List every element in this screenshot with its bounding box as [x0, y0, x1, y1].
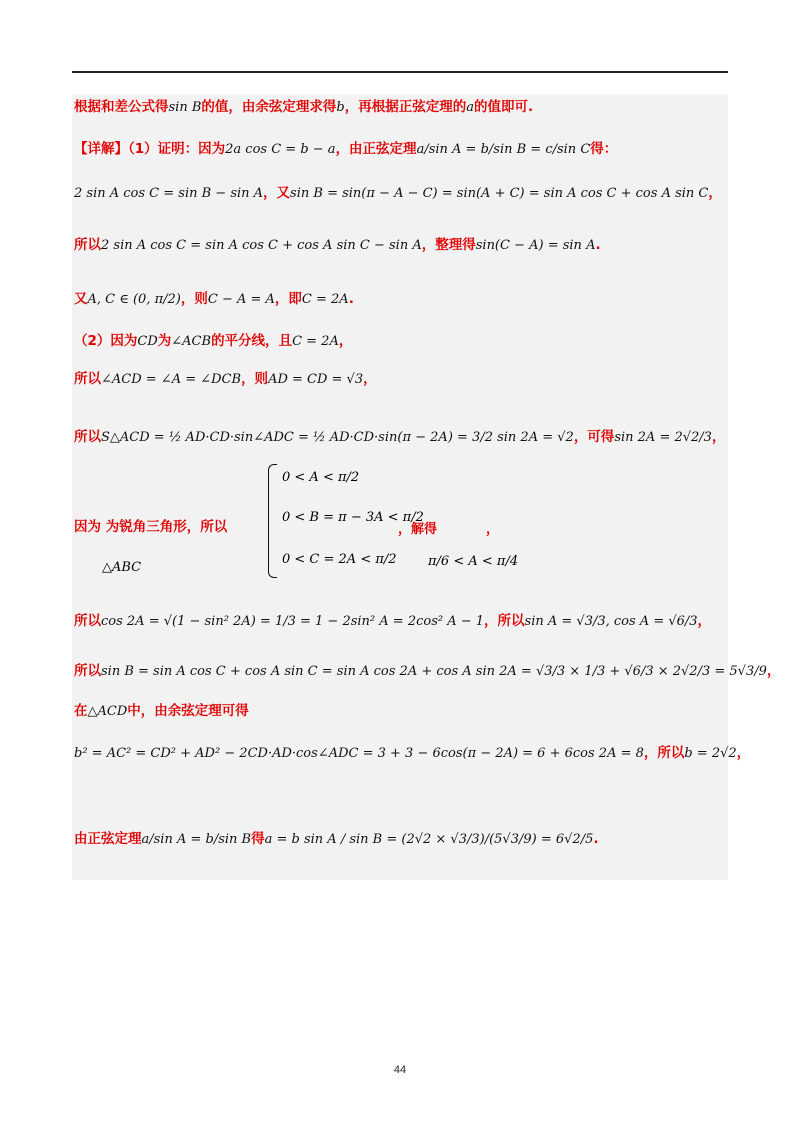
math-expression: CD [137, 334, 158, 349]
solution-line-4 [74, 236, 601, 255]
text-run: ， [766, 663, 781, 679]
text-run: （2）因为 [74, 333, 138, 349]
math-expression: a = b sin A / sin B = (2√2 × √3/3)/(5√3/9) = 6√2/5 [264, 832, 594, 847]
math-expression: sin(C − A) = sin A [475, 238, 596, 253]
system-row-3: 0 < C = 2A < π/2 [282, 552, 397, 567]
solution-line-5 [74, 290, 354, 309]
text-run: ，再根据正弦定理的 [344, 99, 467, 115]
math-expression: b [336, 100, 345, 115]
text-run: 所以 [74, 663, 101, 679]
text-run: ，由正弦定理 [335, 141, 417, 157]
math-expression: a/sin A = b/sin B [141, 832, 252, 847]
text-run: 因为 为锐角三角形，所以 [74, 519, 228, 535]
math-expression: C = 2A [292, 334, 339, 349]
text-run: ， [711, 429, 726, 445]
solve-tail: ， [486, 522, 500, 537]
math-expression: a/sin A = b/sin B = c/sin C [416, 142, 591, 157]
text-run: 为 [157, 333, 172, 349]
math-expression: sin B = sin(π − A − C) = sin(A + C) = sin A cos C + cos A sin C [290, 186, 709, 201]
math-expression: a [466, 100, 474, 115]
math-expression: C = 2A [301, 292, 349, 307]
math-expression: 2a cos C = b − a [225, 142, 336, 157]
solution-line-7 [74, 370, 377, 389]
math-expression: AD = CD = √3 [268, 372, 364, 387]
text-run: ，所以 [484, 613, 525, 629]
text-run: ，即 [274, 291, 302, 307]
text-run: 所以 [74, 371, 101, 387]
solution-line-12 [74, 702, 249, 721]
text-run: ，所以 [643, 745, 685, 761]
solution-line-13 [74, 744, 750, 763]
text-run: 的值即可. [473, 99, 534, 115]
text-run: 又 [74, 291, 88, 307]
text-run: 在 [74, 703, 88, 719]
text-run: 所以 [74, 613, 101, 629]
solution-line-8 [74, 428, 725, 447]
math-expression: sin 2A = 2√2/3 [614, 430, 712, 445]
math-expression: C − A = A [207, 292, 275, 307]
system-brace [268, 464, 277, 578]
page-number: 44 [393, 1064, 407, 1076]
solution-line-10 [74, 612, 711, 631]
solution-line-11 [74, 662, 780, 681]
text-run: 得 [251, 831, 265, 847]
text-run: ，则 [241, 371, 269, 387]
solution-line-14 [74, 830, 599, 849]
text-run: . [593, 831, 599, 847]
text-run: 由正弦定理 [74, 831, 142, 847]
math-expression: cos 2A = √(1 − sin² 2A) = 1/3 = 1 − 2sin² A = 2cos² A − 1 [101, 614, 485, 629]
solution-line-1 [74, 98, 533, 117]
text-run: ， [708, 185, 722, 201]
solution-line-3 [74, 184, 722, 203]
text-run: ， [363, 371, 377, 387]
text-run: ，又 [263, 185, 291, 201]
text-run: ，整理得 [421, 237, 476, 253]
text-run: 的值，由余弦定理求得 [201, 99, 337, 115]
text-run: ，则 [180, 291, 208, 307]
text-run: ，可得 [573, 429, 615, 445]
math-expression: sin A = √3/3, cos A = √6/3 [524, 614, 698, 629]
triangle-abc: △ABC [102, 560, 142, 575]
math-expression: sin B [168, 100, 202, 115]
math-expression: △ACD [87, 704, 128, 719]
solve-label: ，解得 [398, 522, 438, 537]
math-expression: A, C ∈ (0, π/2) [87, 292, 181, 307]
math-expression: b² = AC² = CD² + AD² − 2CD·AD·cos∠ADC = 3 + 3 − 6cos(π − 2A) = 6 + 6cos 2A = 8 [74, 746, 644, 761]
solution-line-9 [74, 518, 227, 536]
text-run: 【详解】（1）证明：因为 [74, 141, 226, 157]
math-expression: ∠ACB [171, 334, 212, 349]
solution-line-2 [74, 140, 617, 159]
text-run: . [595, 237, 601, 253]
math-expression: ∠ACD = ∠A = ∠DCB [101, 372, 242, 387]
header-rule [72, 71, 728, 73]
text-run: ， [736, 745, 751, 761]
system-row-2: 0 < B = π − 3A < π/2 [282, 510, 424, 525]
text-run: 所以 [74, 429, 101, 445]
text-run: 得： [590, 141, 618, 157]
text-run: 的平分线，且 [211, 333, 293, 349]
text-run: 所以 [74, 237, 101, 253]
math-expression: b = 2√2 [684, 746, 737, 761]
text-run: ， [697, 613, 712, 629]
math-expression: sin B = sin A cos C + cos A sin C = sin A cos 2A + cos A sin 2A = √3/3 × 1/3 + √6/3 × 2√2/3 = 5√3/9 [101, 664, 767, 679]
solve-result: π/6 < A < π/4 [428, 554, 519, 569]
text-run: 根据和差公式得 [74, 99, 169, 115]
math-expression: 2 sin A cos C = sin B − sin A [74, 186, 264, 201]
text-run: ， [338, 333, 353, 349]
text-run: 中，由余弦定理可得 [127, 703, 249, 719]
math-expression: 2 sin A cos C = sin A cos C + cos A sin C − sin A [101, 238, 422, 253]
solution-line-6 [74, 332, 352, 351]
text-run: . [348, 291, 354, 307]
math-expression: S△ACD = ½ AD·CD·sin∠ADC = ½ AD·CD·sin(π − 2A) = 3/2 sin 2A = √2 [101, 430, 574, 445]
system-row-1: 0 < A < π/2 [282, 470, 360, 485]
